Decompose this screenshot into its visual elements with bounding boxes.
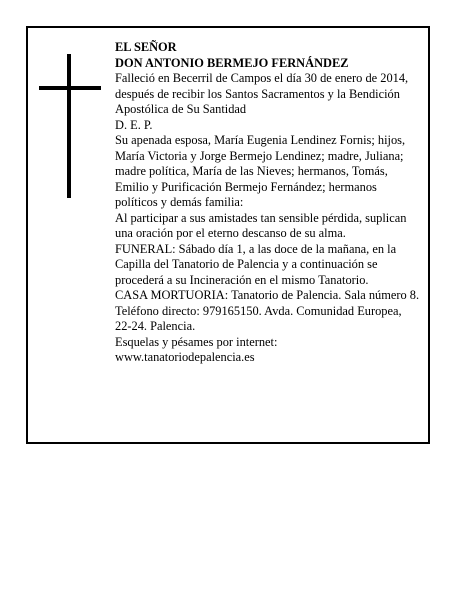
latin-cross-icon xyxy=(39,54,101,198)
request-paragraph: Al participar a sus amistades tan sensible pérdida, suplican una oración por el eterno descanso de su alma. xyxy=(115,210,407,240)
cross-horizontal-bar xyxy=(39,86,101,90)
mortuary-paragraph: CASA MORTUORIA: Tanatorio de Palencia. Sala número 8. Teléfono directo: 979165150. Avda. Comunidad Europea, 22-24. Palencia. xyxy=(115,288,420,333)
cross-vertical-bar xyxy=(67,54,71,198)
internet-label: Esquelas y pésames por internet: xyxy=(115,334,278,349)
website-link[interactable]: www.tanatoriodepalencia.es xyxy=(115,350,255,364)
dep-line: D. E. P. xyxy=(115,117,153,132)
deceased-name: DON ANTONIO BERMEJO FERNÁNDEZ xyxy=(115,55,349,70)
obituary-notice xyxy=(26,26,430,444)
funeral-paragraph: FUNERAL: Sábado día 1, a las doce de la mañana, en la Capilla del Tanatorio de Palencia y a continuación se procederá a su Incineración en el mismo Tanatorio. xyxy=(115,241,397,287)
family-paragraph: Su apenada esposa, María Eugenia Lendinez Fornis; hijos, María Victoria y Jorge Bermejo Lendinez; madre, Juliana; madre política, María de las Nieves; hermanos, Tomás, Emilio y Purificación Bermejo Fernández; hermanos políticos y demás familia: xyxy=(115,133,406,209)
title-line-1: EL SEÑOR xyxy=(115,40,177,54)
notice-text xyxy=(115,40,420,366)
death-paragraph: Falleció en Becerril de Campos el día 30 de enero de 2014, después de recibir los Santos Sacramentos y la Bendición Apostólica de Su Santidad xyxy=(115,71,409,116)
